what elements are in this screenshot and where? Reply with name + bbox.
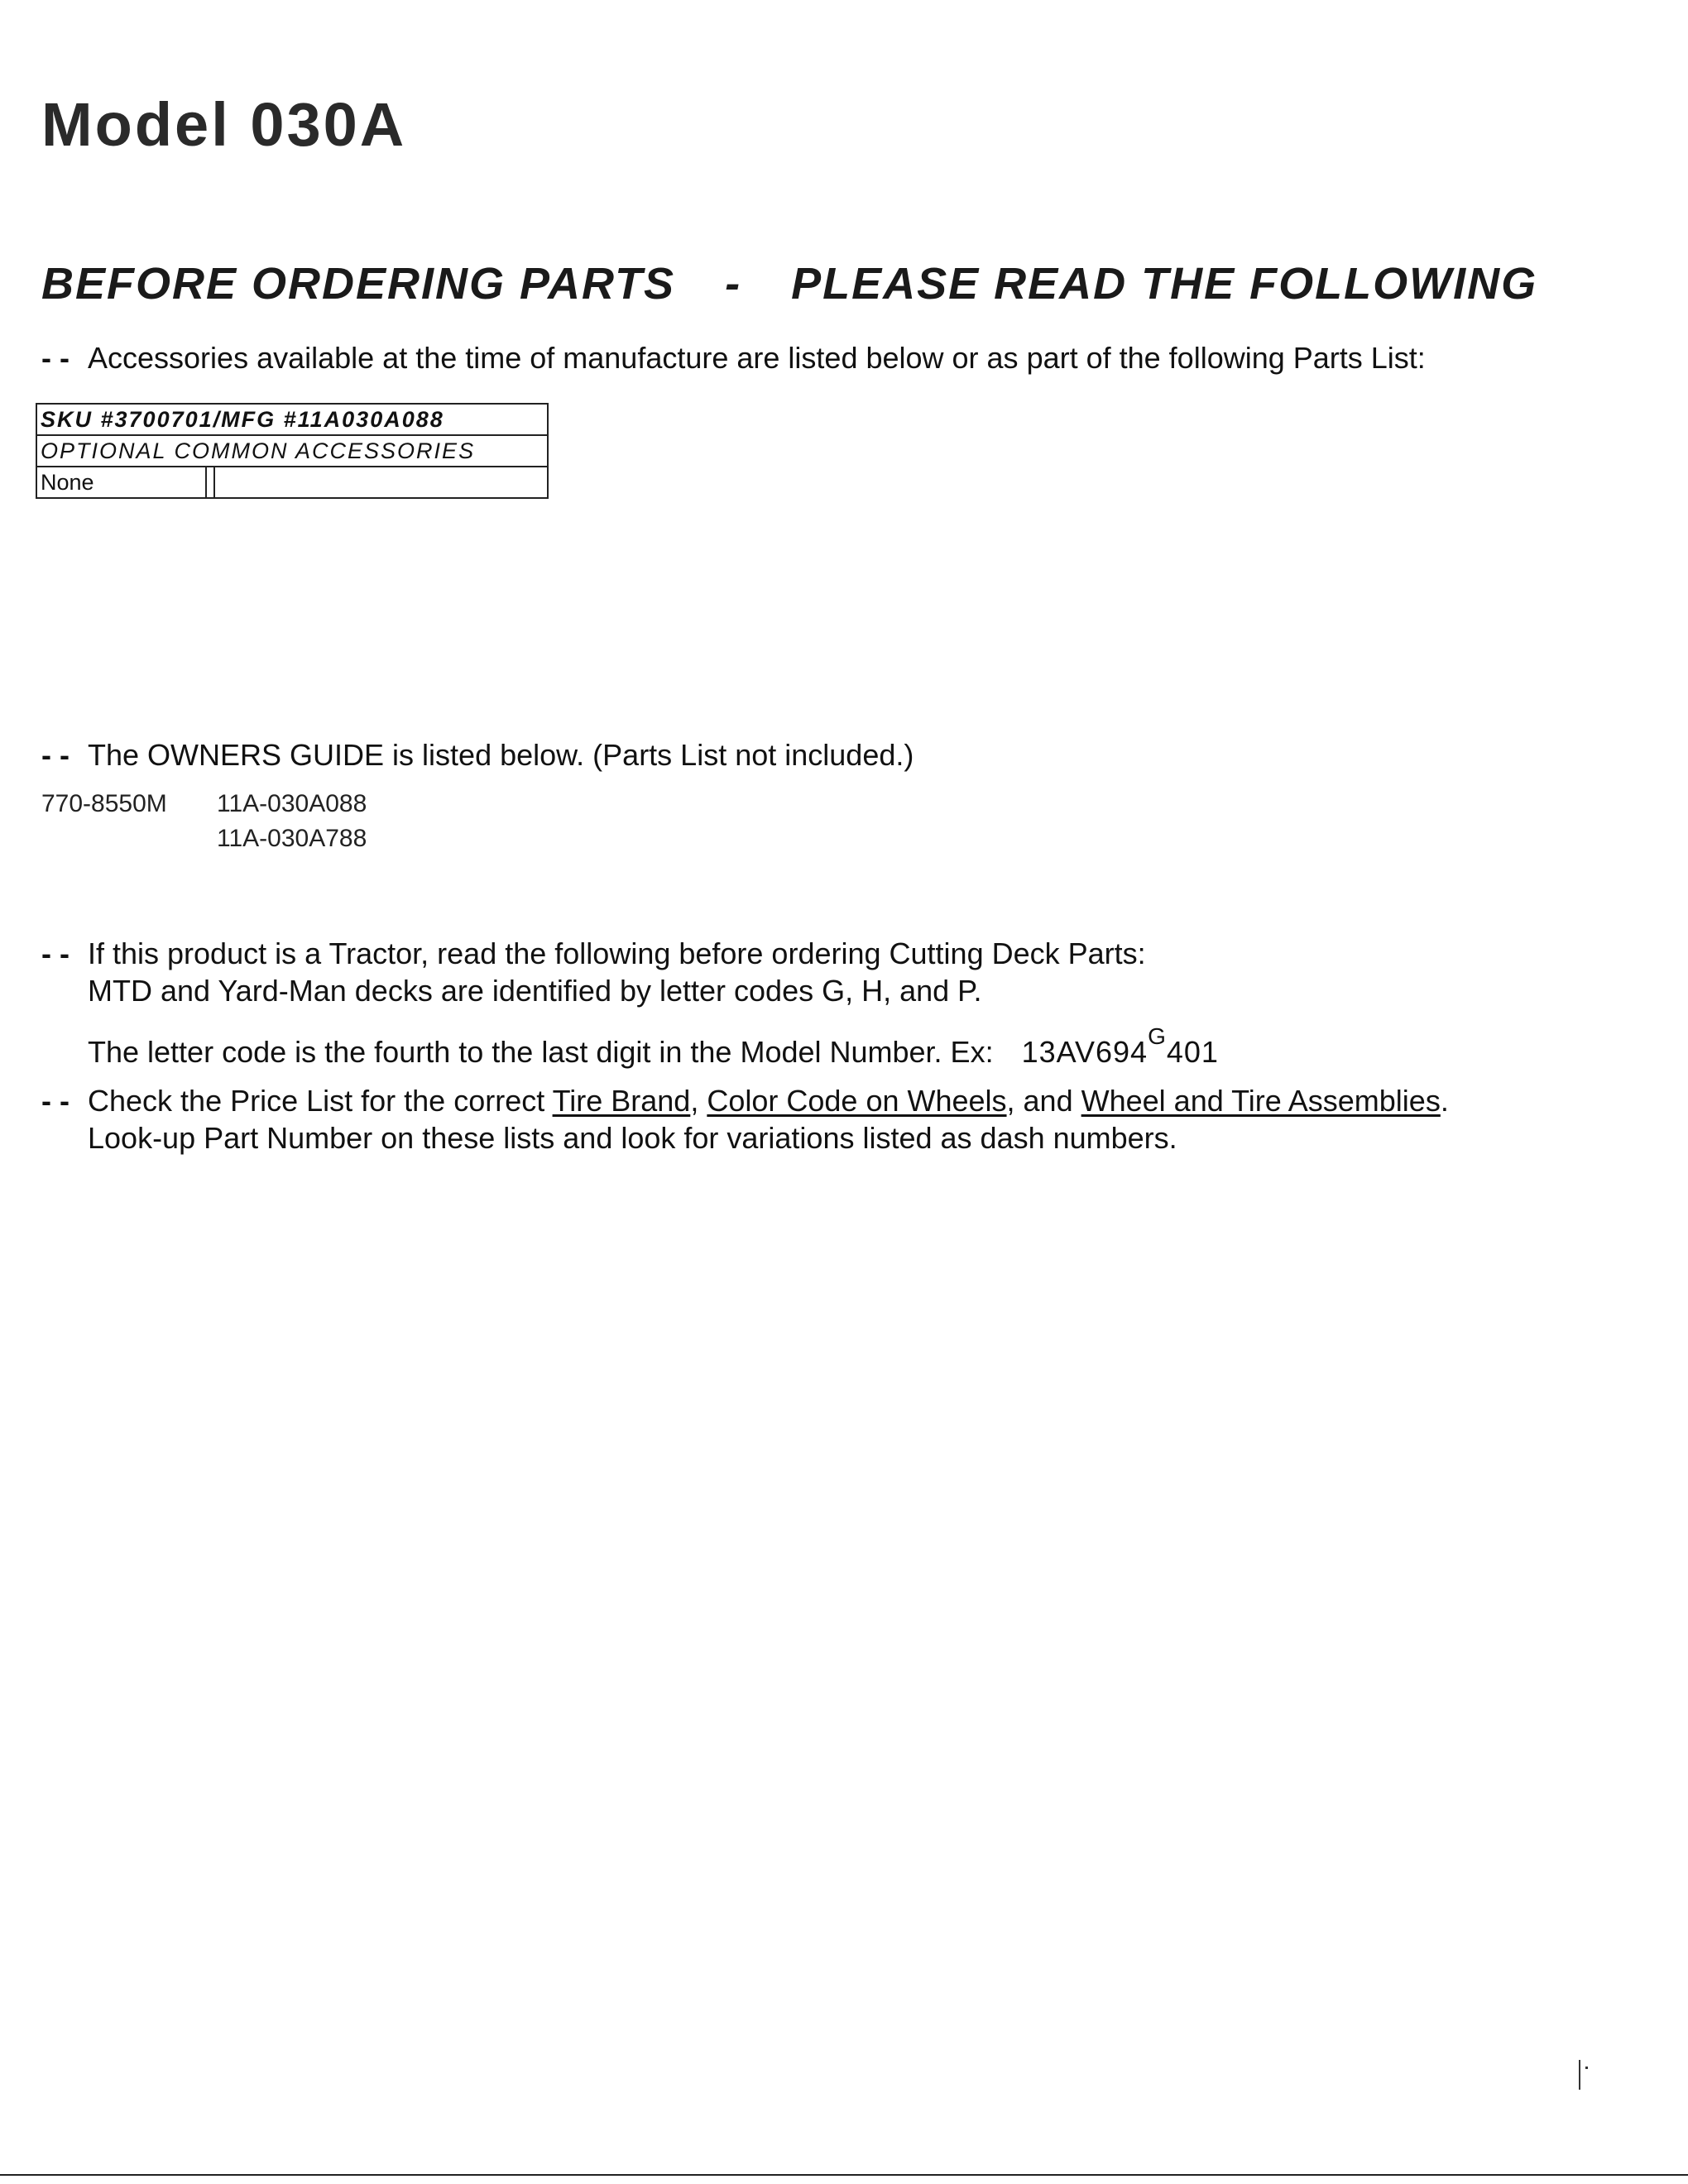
owners-guide-intro bbox=[41, 736, 914, 774]
bottom-rule bbox=[0, 2174, 1688, 2176]
accessory-row bbox=[36, 466, 549, 499]
bullet-dash: - - bbox=[41, 936, 70, 970]
owners-guide-model-2: 11A-030A788 bbox=[217, 825, 367, 852]
sku-row: SKU #3700701/MFG #11A030A088 bbox=[36, 403, 549, 436]
bullet-dash: - - bbox=[41, 341, 70, 375]
page-title: Model 030A bbox=[41, 90, 407, 159]
example-model-number bbox=[1021, 1023, 1219, 1069]
owners-guide-part-number: 770-8550M bbox=[41, 790, 167, 817]
accessory-cell-divider bbox=[207, 467, 215, 497]
example-prefix: 13AV694 bbox=[1021, 1035, 1149, 1069]
wheel-tire-assemblies-link: Wheel and Tire Assemblies bbox=[1081, 1084, 1441, 1118]
example-letter-code: G bbox=[1148, 1023, 1167, 1049]
bullet-dash: - - bbox=[41, 1084, 70, 1118]
owners-guide-intro-text: The OWNERS GUIDE is listed below. (Parts List not included.) bbox=[88, 738, 914, 772]
section-heading bbox=[41, 258, 1614, 309]
and-text: , and bbox=[1006, 1084, 1073, 1118]
tire-brand-link: Tire Brand bbox=[552, 1084, 691, 1118]
price-list-note-line-2: Look-up Part Number on these lists and look for variations listed as dash numbers. bbox=[88, 1121, 1177, 1155]
price-list-prefix: Check the Price List for the correct bbox=[88, 1084, 545, 1118]
tractor-note-text-3: The letter code is the fourth to the last digit in the Model Number. Ex: bbox=[88, 1035, 994, 1069]
bullet-dash: - - bbox=[41, 738, 70, 772]
heading-left: BEFORE ORDERING PARTS bbox=[41, 259, 676, 309]
accessories-intro bbox=[41, 339, 1426, 377]
heading-separator: - bbox=[725, 259, 742, 309]
accessory-table bbox=[36, 405, 549, 499]
example-suffix: 401 bbox=[1166, 1035, 1219, 1069]
price-list-note-line-1 bbox=[41, 1082, 1449, 1120]
period: . bbox=[1440, 1084, 1449, 1118]
tractor-note-line-2: MTD and Yard-Man decks are identified by letter codes G, H, and P. bbox=[88, 974, 982, 1008]
accessory-cell-value: None bbox=[37, 467, 207, 497]
tractor-note-line-1 bbox=[41, 935, 1146, 973]
tractor-note-text-1: If this product is a Tractor, read the following before ordering Cutting Deck Parts: bbox=[88, 936, 1146, 970]
owners-guide-model-1: 11A-030A088 bbox=[217, 790, 367, 817]
tractor-note-line-3 bbox=[88, 1018, 1219, 1071]
optional-accessories-header: OPTIONAL COMMON ACCESSORIES bbox=[36, 434, 549, 467]
heading-right: PLEASE READ THE FOLLOWING bbox=[791, 259, 1538, 309]
comma: , bbox=[690, 1084, 699, 1118]
color-code-link: Color Code on Wheels bbox=[707, 1084, 1007, 1118]
accessory-cell-empty bbox=[215, 467, 547, 497]
accessories-intro-text: Accessories available at the time of manufacture are listed below or as part of the following Parts List: bbox=[88, 341, 1426, 375]
scan-dot bbox=[1585, 2067, 1588, 2069]
scan-mark bbox=[1579, 2060, 1580, 2090]
